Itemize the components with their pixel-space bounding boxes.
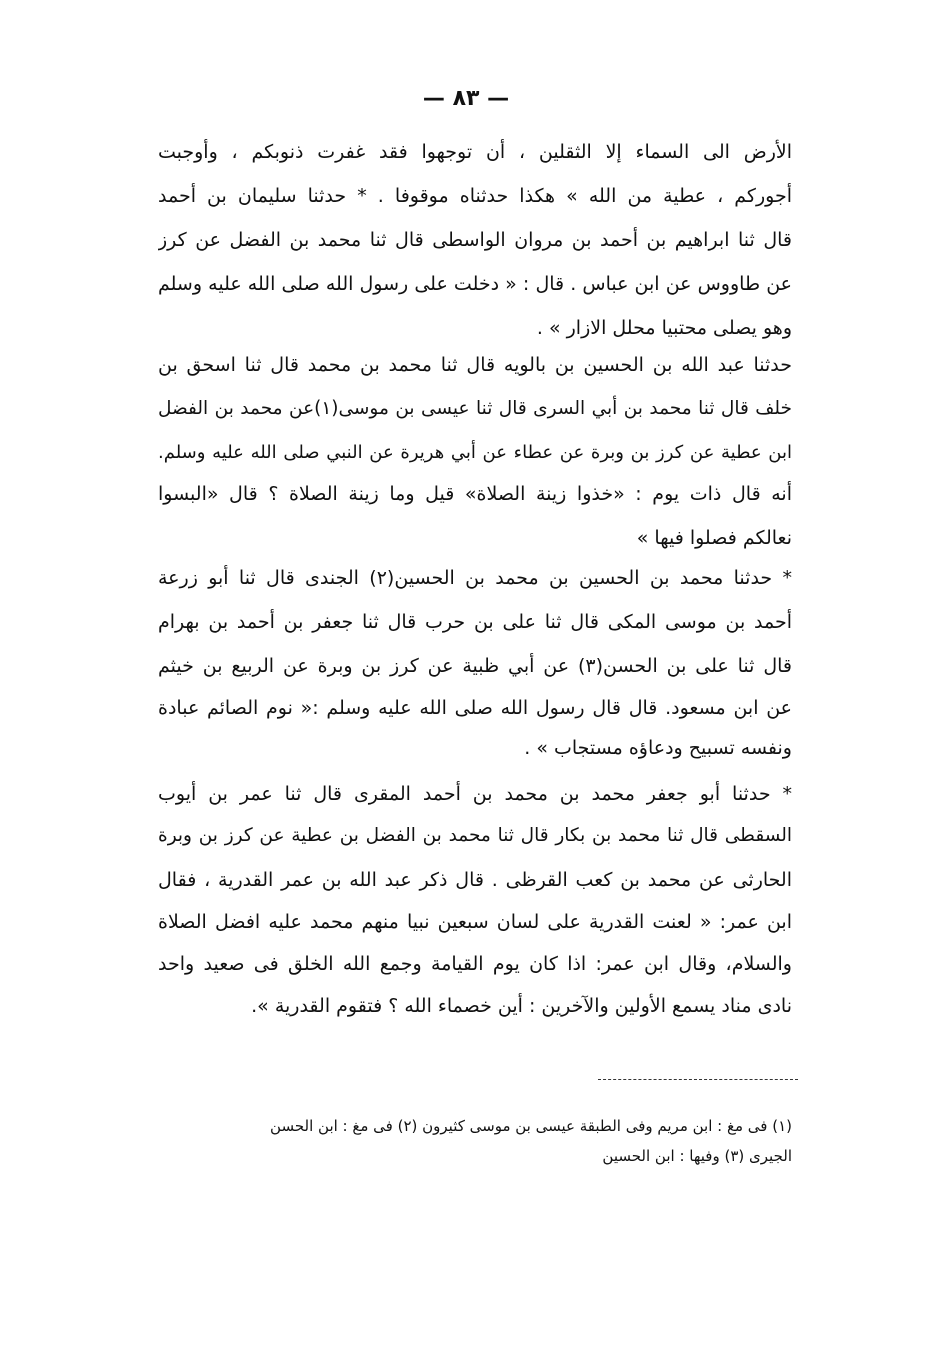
page-number: — ٨٣ — [422,86,510,111]
footnote-line: (١) فى مغ : ابن مريم وفى الطبقة عيسى بن موسى كثيرون (٢) فى مغ : ابن الحسن [270,1117,792,1135]
text-line: حدثنا عبد الله بن الحسين بن بالويه قال ثنا محمد بن محمد قال ثنا اسحق بن [158,354,792,376]
text-line: ابن عطية عن كرز بن وبرة عن عطاء عن أبي هريرة عن النبي صلى الله عليه وسلم. [158,442,792,463]
text-line: والسلام، وقال ابن عمر: اذا كان يوم القيامة وجمع الله الخلق فى صعيد واحد [158,953,792,975]
text-line: ابن عمر: « لعنت القدرية على لسان سبعين نبيا منهم محمد عليه افضل الصلاة [158,911,792,933]
text-line: * حدثنا محمد بن الحسين بن محمد بن الحسين(٢) الجندى قال ثنا أبو زرعة [158,567,792,589]
footnote-divider [598,1079,798,1080]
footnote-line: الجيرى (٣) وفيها : ابن الحسين [602,1147,792,1165]
text-line: عن طاووس عن ابن عباس . قال : « دخلت على رسول الله صلى الله عليه وسلم [158,273,792,295]
text-line: ونفسه تسبيح ودعاؤه مستجاب » . [524,737,792,759]
text-line: * حدثنا أبو جعفر محمد بن محمد بن أحمد المقرى قال ثنا عمر بن أيوب [158,783,792,805]
text-line: قال ثنا ابراهيم بن أحمد بن مروان الواسطى قال ثنا محمد بن الفضل عن كرز [158,229,792,251]
text-line: الحارثى عن محمد بن كعب القرظى . قال ذكر عبد الله بن عمر القدرية ، فقال [158,869,792,891]
text-line: نادى مناد يسمع الأولين والآخرين : أين خصماء الله ؟ فتقوم القدرية ». [251,995,792,1017]
text-line: الأرض الى السماء إلا الثقلين ، أن توجهوا فقد غفرت ذنوبكم ، وأوجبت [158,141,792,163]
text-line: السقطى قال ثنا محمد بن بكار قال ثنا محمد بن الفضل بن عطية عن كرز بن وبرة [158,825,792,846]
text-line: أحمد بن موسى المكى قال ثنا على بن حرب قال ثنا جعفر بن أحمد بن بهرام [158,611,792,633]
text-line: نعالكم فصلوا فيها » [636,527,792,549]
text-line: خلف قال ثنا محمد بن أبي السرى قال ثنا عيسى بن موسى(١)عن محمد بن الفضل [158,398,792,419]
text-line: أنه قال ذات يوم : «خذوا زينة الصلاة» قيل وما زينة الصلاة ؟ قال «البسوا [158,483,792,505]
text-line: وهو يصلى محتبيا محلل الازار » . [536,317,792,339]
text-line: أجوركم ، عطية من الله » هكذا حدثناه موقوفا . * حدثنا سليمان بن أحمد [158,185,792,207]
text-line: قال ثنا على بن الحسن(٣) عن أبي ظبية عن كرز بن وبرة عن الربيع بن خيثم [158,655,792,677]
text-line: عن ابن مسعود. قال قال رسول الله صلى الله عليه وسلم :« نوم الصائم عبادة [158,697,792,719]
